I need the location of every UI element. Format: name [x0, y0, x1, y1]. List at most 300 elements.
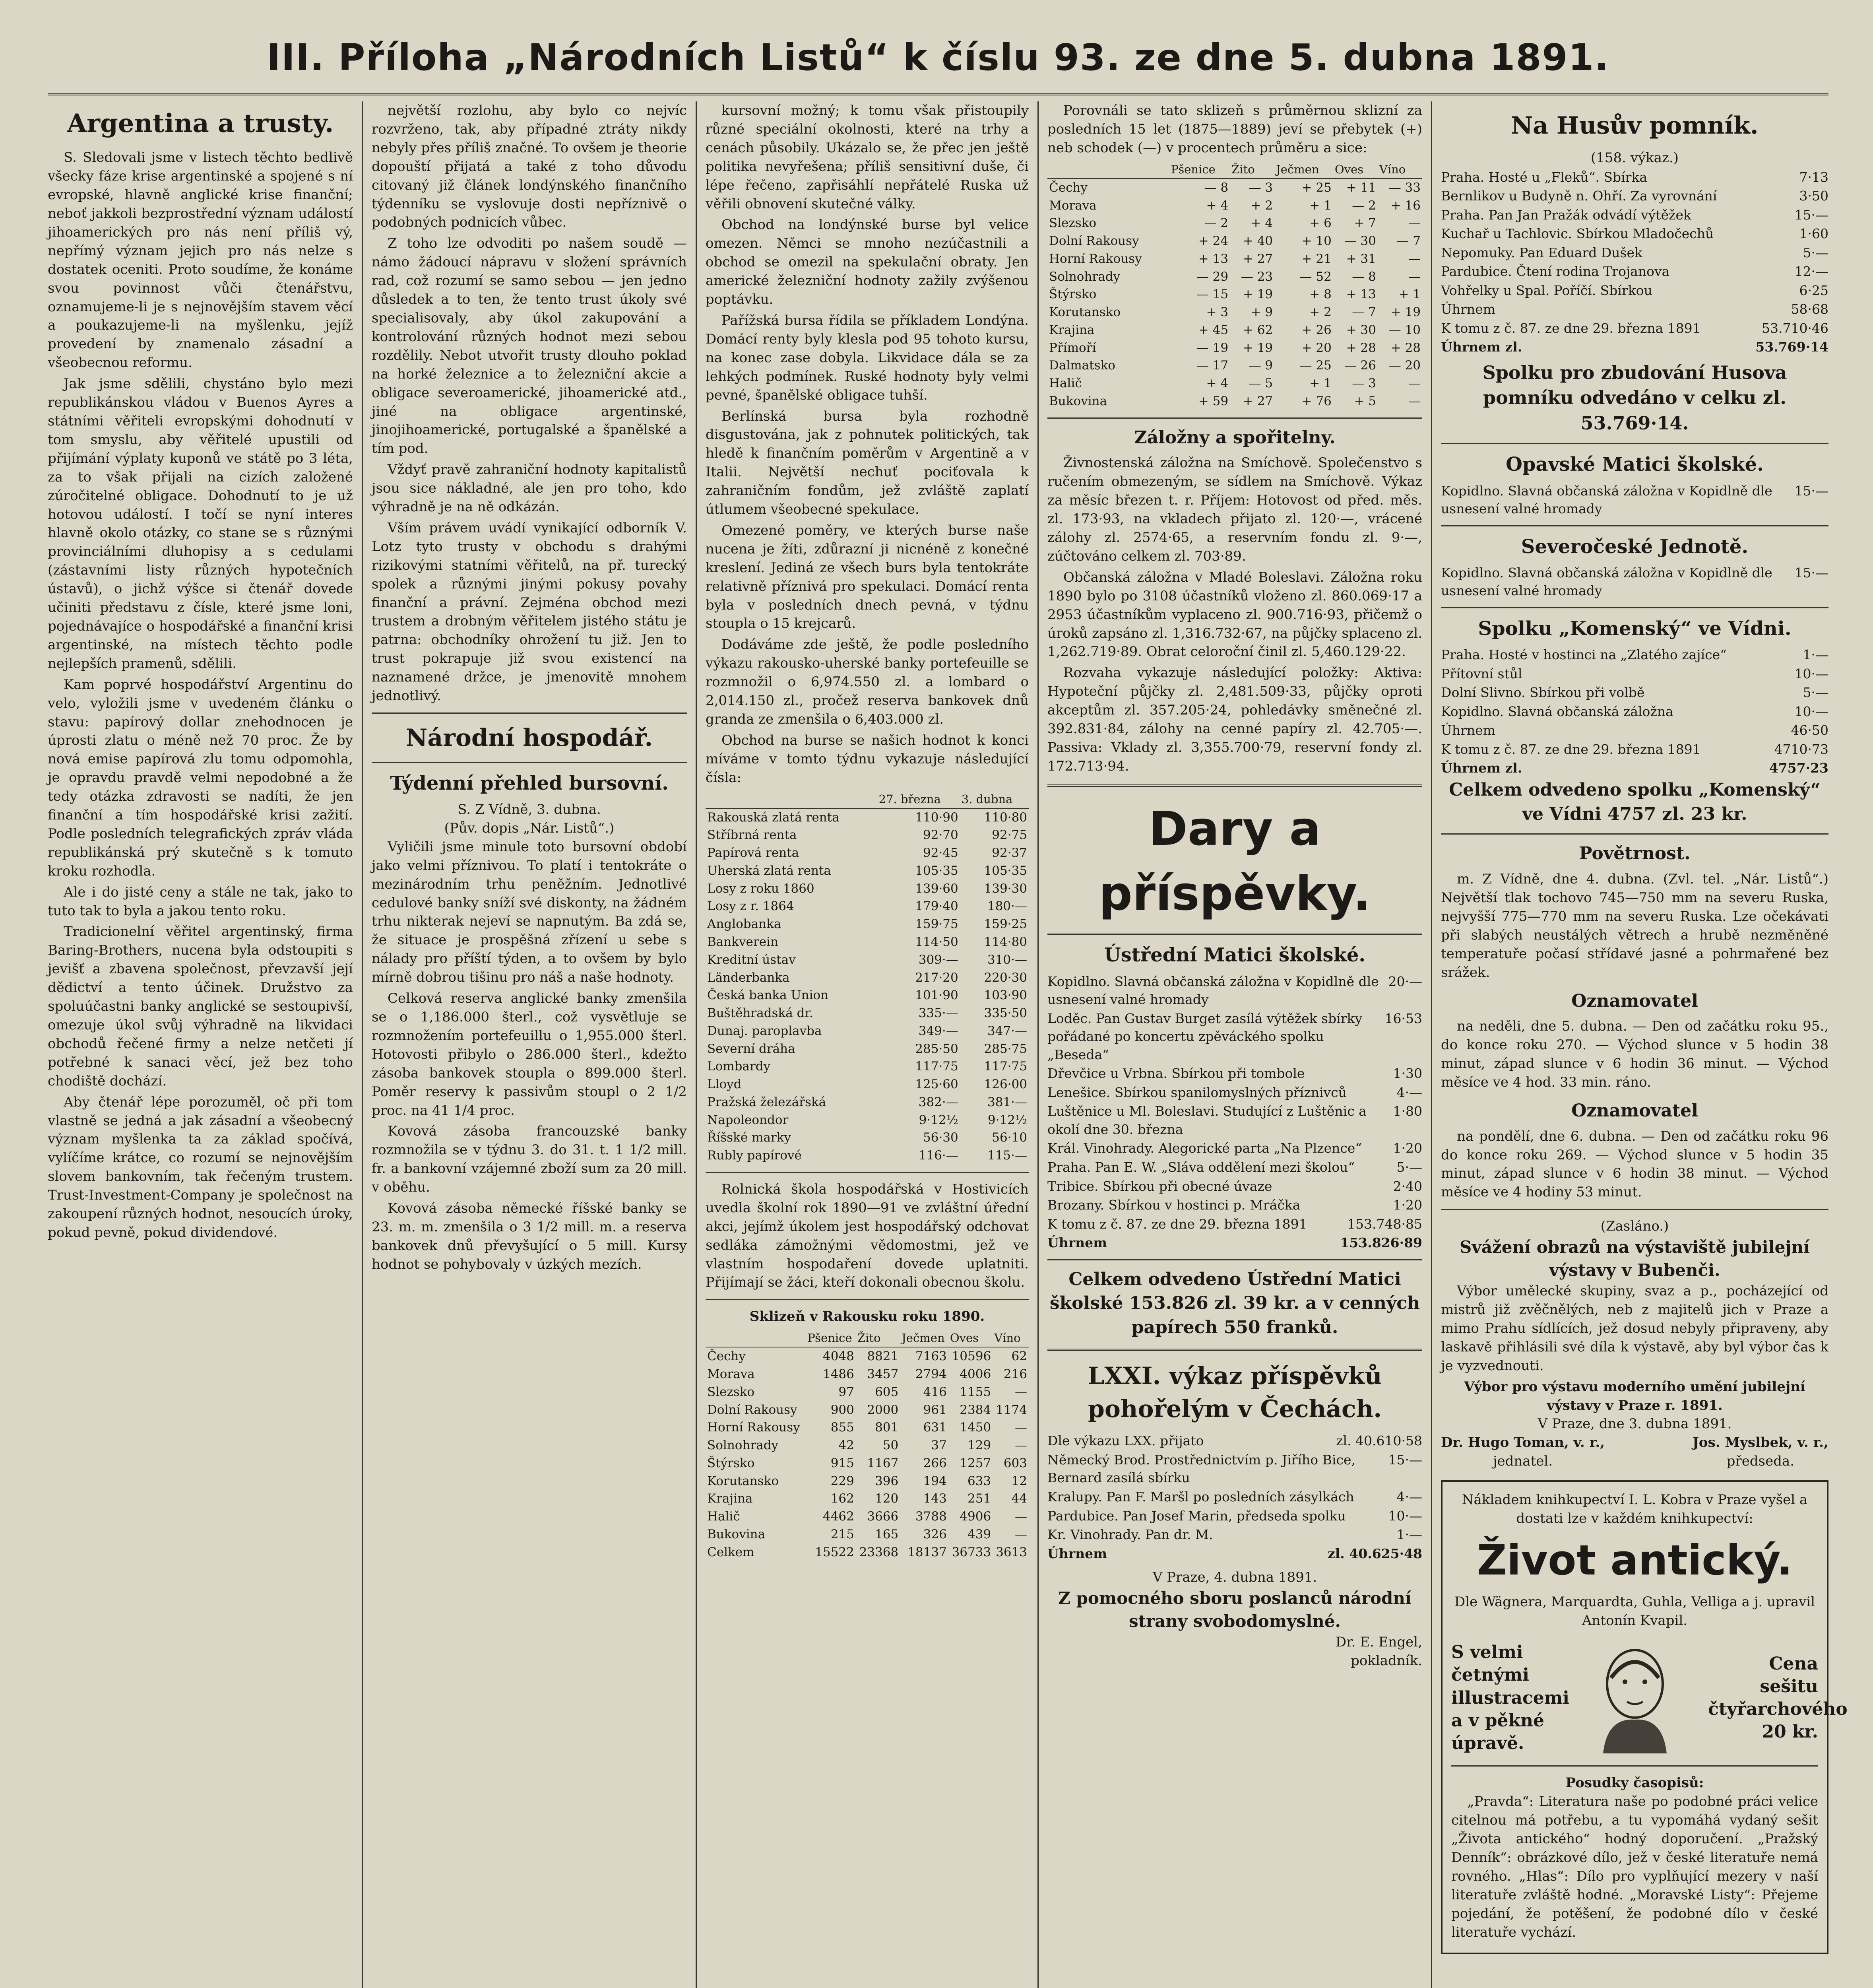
- komensky-notice: Celkem odvedeno spolku „Komenský“ ve Vídni 4757 zl. 23 kr.: [1449, 779, 1821, 824]
- table-cell: 114·80: [984, 935, 1027, 949]
- table-cell: 117·75: [984, 1059, 1027, 1074]
- list-item-amount: 1·—: [1396, 1527, 1422, 1543]
- table-cell: Losy z roku 1860: [707, 881, 814, 896]
- table-row: [1047, 232, 1422, 250]
- list-item-name: Tribice. Sbírkou při obecné úvaze: [1047, 1178, 1272, 1194]
- list-item: [1441, 206, 1828, 224]
- table-cell: —: [1408, 216, 1421, 231]
- table-row: [706, 1129, 1029, 1147]
- list-item-amount: 20·—: [1388, 973, 1422, 989]
- table-cell: + 9: [1251, 305, 1273, 320]
- table-cell: 1174: [996, 1402, 1027, 1417]
- table-cell: + 13: [1198, 251, 1229, 266]
- table-row: [706, 969, 1029, 987]
- table-cell: + 19: [1390, 305, 1421, 320]
- announcer-text: na pondělí, dne 6. dubna. — Den od začátku roku 96 do konce roku 269. — Východ slunce v 5 hodin 35 minut, západ slunce v 6 hodin 38 minut. — Východ měsíce ve 4 hodiny 53 minut.: [1441, 1128, 1828, 1200]
- signature-name: Jos. Myslbek, v. r.,: [1692, 1435, 1828, 1451]
- komensky-heading: Spolku „Komenský“ ve Vídni.: [1478, 617, 1792, 640]
- list-item-amount: 15·—: [1388, 1452, 1422, 1468]
- table-cell: —: [1408, 251, 1421, 266]
- table-cell: — 2: [1352, 198, 1376, 213]
- list-item-name: Pardubice. Pan Josef Marin, předseda spolku: [1047, 1508, 1346, 1524]
- article-paragraph: Kovová zásoba německé říšské banky se 23. m. m. zmenšila o 3 1/2 mill. m. a reserva bankovek dnů převyšující o 5 mill. Kursy hodnot se pohybovaly v úzkých mezích.: [372, 1200, 687, 1272]
- table-cell: + 27: [1243, 251, 1273, 266]
- table-row: [706, 1437, 1029, 1454]
- article-paragraph: Kovová zásoba francouzské banky rozmnožila se v týdnu 3. do 31. t. 1 1/2 mill. fr. a bankovní vzájemné zboží sum za 20 mill. v oběhu.: [372, 1123, 687, 1196]
- table-cell: — 33: [1388, 180, 1421, 195]
- list-item-amount: 10·—: [1388, 1508, 1422, 1524]
- table-cell: + 11: [1346, 180, 1376, 195]
- table-cell: Severní dráha: [707, 1041, 795, 1056]
- table-header: Žito: [1230, 161, 1274, 179]
- list-item-name: Brozany. Sbírkou v hostinci p. Mráčka: [1047, 1197, 1301, 1213]
- komensky-sum: Úhrnem 46·50: [1441, 722, 1828, 738]
- zaslano-place: V Praze, dne 3. dubna 1891.: [1538, 1416, 1732, 1432]
- table-cell: + 28: [1390, 340, 1421, 355]
- table-row: [1047, 179, 1422, 197]
- table-row: [706, 897, 1029, 915]
- list-item: [1047, 1177, 1422, 1196]
- banks-heading: Záložny a spořitelny.: [1134, 427, 1336, 448]
- table-cell: 18137: [907, 1545, 947, 1559]
- article-paragraph: Celková reserva anglické banky zmenšila se o 1,186.000 šterl., což vysvětluje se rozmnožením portefeuillu o 1,955.000 šterl. Hotovosti přibylo o 286.000 šterl., kdežto zásoba bankovek stoupla o 899.000 šterl. Poměr reservy k passivům stoupl o 2 1/2 proc. na 41 1/4 proc.: [372, 990, 687, 1118]
- table-cell: 129: [968, 1438, 991, 1453]
- table-cell: 159·75: [915, 917, 958, 932]
- table-cell: — 5: [1249, 376, 1273, 391]
- list-item: [1047, 1158, 1422, 1176]
- lxxi-footer: Z pomocného sboru poslanců národní strany svobodomyslné.: [1058, 1588, 1412, 1631]
- article-paragraph: Dodáváme zde ještě, že podle posledního výkazu rakousko-uherské banky portefeuille se rozmnožil o 6,974.550 zl. a lombard o 2,014.150 zl., pročež reserva bankovek dnů granda ze zmenšila o 6,403.000 zl.: [706, 637, 1029, 727]
- table-header: Ječmen: [900, 1329, 948, 1347]
- list-item-amount: 1·20: [1393, 1197, 1422, 1213]
- weather-heading: Povětrnost.: [1579, 843, 1691, 864]
- table-cell: 961: [923, 1402, 947, 1417]
- table-cell: Dalmatsko: [1049, 358, 1115, 373]
- list-item-name: Praha. Hosté u „Fleků“. Sbírka: [1441, 169, 1648, 185]
- table-header: Pšenice: [806, 1329, 855, 1347]
- table-cell: 335·—: [918, 1006, 958, 1021]
- list-item-name: Kralupy. Pan F. Maršl po posledních zásylkách: [1047, 1489, 1354, 1505]
- list-item: [1047, 1102, 1422, 1138]
- table-cell: — 2: [1204, 216, 1229, 231]
- table-cell: 326: [923, 1527, 947, 1541]
- table-cell: 801: [875, 1420, 899, 1435]
- antique-bust-illustration: [1583, 1638, 1687, 1757]
- table-row: [706, 1111, 1029, 1129]
- list-item: [1047, 1064, 1422, 1083]
- table-row: [706, 1472, 1029, 1490]
- hus-list: [1441, 168, 1828, 300]
- table-cell: 266: [923, 1456, 947, 1470]
- list-item: [1047, 1526, 1422, 1544]
- table-row: [706, 808, 1029, 827]
- table-cell: Dunaj. paroplavba: [707, 1023, 822, 1038]
- table-cell: + 8: [1309, 287, 1332, 302]
- table-cell: + 40: [1243, 234, 1273, 248]
- table-cell: + 5: [1354, 394, 1376, 408]
- signature-name: Dr. Hugo Toman, v. r.,: [1441, 1435, 1605, 1451]
- table-cell: 1486: [822, 1367, 854, 1382]
- table-cell: Pražská železářská: [707, 1095, 826, 1109]
- table-cell: Kreditní ústav: [707, 952, 796, 967]
- list-item: [1047, 1139, 1422, 1157]
- list-item-name: Luštěnice u Ml. Boleslavi. Studující z Luštěnic a okolí dne 30. března: [1047, 1103, 1367, 1137]
- ad-right-text: Cena sešitu čtyřarchového 20 kr.: [1708, 1653, 1848, 1742]
- section-divider: [706, 1299, 1029, 1300]
- table-header: Víno: [1378, 161, 1422, 179]
- table-cell: 309·—: [918, 952, 958, 967]
- table-cell: Přímoří: [1049, 340, 1096, 355]
- table-cell: — 20: [1388, 358, 1421, 373]
- table-row: [706, 1076, 1029, 1093]
- donation-list: [1047, 973, 1422, 1214]
- table-cell: Dolní Rakousy: [707, 1402, 797, 1417]
- supplement-masthead: III. Příloha „Národních Listů“ k číslu 93. ze dne 5. dubna 1891.: [48, 28, 1828, 95]
- section-divider: [706, 1172, 1029, 1173]
- list-item-name: Praha. Hosté v hostinci na „Zlatého zajíce“: [1441, 647, 1727, 663]
- matice-total-notice: Celkem odvedeno Ústřední Matici školské 153.826 zl. 39 kr. a v cenných papírech 550 franků.: [1049, 1269, 1420, 1338]
- table-cell: — 52: [1299, 269, 1332, 284]
- table-cell: 2000: [867, 1402, 899, 1417]
- list-item-name: Pardubice. Čtení rodina Trojanova: [1441, 264, 1670, 280]
- table-cell: Anglobanka: [707, 917, 781, 932]
- section-divider: [1441, 1209, 1828, 1210]
- table-cell: Štýrsko: [707, 1456, 755, 1470]
- section-divider: [1441, 833, 1828, 835]
- subheading-bourse: Týdenní přehled bursovní.: [390, 772, 669, 794]
- table-cell: 180·—: [987, 899, 1027, 914]
- table-cell: + 1: [1398, 287, 1421, 302]
- table-cell: — 3: [1249, 180, 1273, 195]
- article-paragraph: Pařížská bursa řídila se příkladem Londýna. Domácí renty byly klesla pod 95 tohoto kursu, na konec zase dobyla. Likvidace dála se za lehkých podmínek. Ruské hodnoty byly velmi pevné, španělské obligace tuhší.: [706, 312, 1029, 403]
- table-row: [706, 951, 1029, 969]
- table-cell: 116·—: [918, 1148, 958, 1163]
- table-row: [706, 1147, 1029, 1165]
- bank-paragraph: Živnostenská záložna na Smíchově. Společenstvo s ručením obmezeným, se sídlem na Smíchově. Výkaz za měsíc březen t. r. Příjem: Hotovost od před. měs. zl. 173·93, na vkladech přijato zl. 120·—, vrácené zálohy zl. 2574·65, a reservním fondu zl. 9·—, zúčtováno celkem zl. 703·89.: [1047, 455, 1422, 564]
- list-item-name: Nepomuky. Pan Eduard Dušek: [1441, 245, 1643, 260]
- table-cell: 114·50: [915, 935, 958, 949]
- table-cell: 92·45: [923, 846, 958, 860]
- table-cell: Horní Rakousy: [1049, 251, 1142, 266]
- table-cell: 3457: [867, 1367, 899, 1382]
- article-paragraph: Obchod na burse se našich hodnot k konci míváme v tomto týdnu vykazuje následující čísla:: [706, 732, 1029, 786]
- article-paragraph: Ale i do jisté ceny a stále ne tak, jako to tuto tak to byla a jakou tento roku.: [48, 884, 353, 919]
- table-header: Žito: [856, 1329, 900, 1347]
- list-item: [1441, 564, 1828, 600]
- table-cell: Morava: [1049, 198, 1097, 213]
- table-header: Oves: [948, 1329, 993, 1347]
- article-paragraph: Kam poprvé hospodářství Argentinu do velo, vyložili jsme v uvedeném článku o stavu: papírový dollar znehodnocen je úprosti zlatu o méně než 70 proc. Že by nová emise papírová zlu tomu odpomohla, je opravdu pravdě velmi nepodobné a že tedy otázka zdravosti se nadíti, že jen finanční a tím hospodářské krisi zažití. Podle posledních telegrafických zpráv vláda republikánská prý skutečně s k tomuto kroku rozhodla.: [48, 676, 353, 879]
- table-row: [706, 1508, 1029, 1526]
- market-quotes-table: [706, 790, 1029, 1165]
- list-item-name: Kopidlno. Slavná občanská záložna v Kopidlně dle usnesení valné hromady: [1441, 483, 1772, 517]
- table-cell: — 9: [1249, 358, 1273, 373]
- hus-total: Úhrnem zl. 53.769·14: [1441, 339, 1828, 355]
- column-economy: [362, 101, 696, 1988]
- table-cell: Losy z r. 1864: [707, 899, 794, 914]
- table-cell: + 7: [1354, 216, 1376, 231]
- book-advertisement: [1441, 1480, 1848, 1954]
- table-cell: 3788: [915, 1509, 947, 1524]
- list-item: [1441, 683, 1828, 702]
- table-cell: Celkem: [707, 1545, 754, 1559]
- donation-carry: K tomu z č. 87. ze dne 29. března 1891 153.748·85: [1047, 1216, 1422, 1232]
- table-row: [706, 1365, 1029, 1383]
- article-paragraph: Obchod na londýnské burse byl velice omezen. Němci se mnoho nezúčastnili a obchod se omezil na spekulační obraty. Jen americké železniční hodnoty zažily zvýšenou poptávku.: [706, 217, 1029, 308]
- hus-prev: K tomu z č. 87. ze dne 29. března 1891 53.710·46: [1441, 320, 1828, 336]
- donations-heading: Dary a příspěvky.: [1099, 801, 1371, 921]
- table-row: [706, 1454, 1029, 1472]
- section-divider: [1047, 784, 1422, 787]
- list-item-name: Kopidlno. Slavná občanská záložna v Kopidlně dle usnesení valné hromady: [1441, 565, 1772, 599]
- section-divider: [1441, 443, 1828, 444]
- list-item-amount: 1·20: [1393, 1140, 1422, 1156]
- matice-heading: Ústřední Matici školské.: [1104, 944, 1366, 967]
- table-cell: 92·37: [992, 846, 1027, 860]
- list-item: [1441, 225, 1828, 243]
- table-cell: + 59: [1198, 394, 1229, 408]
- table-cell: 110·80: [984, 810, 1027, 825]
- table-cell: 7163: [915, 1349, 947, 1364]
- list-item-name: Německý Brod. Prostřednictvím p. Jiřího Bice, Bernard zasílá sbírku: [1047, 1452, 1355, 1486]
- list-item-amount: 10·—: [1794, 666, 1828, 681]
- table-cell: 44: [1011, 1491, 1027, 1506]
- table-cell: + 1: [1309, 376, 1332, 391]
- announcer-text: na neděli, dne 5. dubna. — Den od začátku roku 95., do konce roku 270. — Východ slunce v 5 hodin 38 minut, západ slunce v 6 hodin 36 minut. — Východ měsíce ve 4 hod. 33 min. ráno.: [1441, 1018, 1828, 1090]
- lxxi-list: [1047, 1432, 1422, 1543]
- table-cell: 3613: [996, 1545, 1027, 1559]
- table-cell: 194: [923, 1474, 947, 1488]
- section-divider: [1441, 525, 1828, 526]
- table-cell: 56·10: [992, 1130, 1027, 1145]
- list-item-name: Dřevčice u Vrbna. Sbírkou při tombole: [1047, 1066, 1305, 1081]
- table-cell: 381·—: [987, 1095, 1027, 1109]
- list-item-amount: 12·—: [1794, 264, 1828, 280]
- article-paragraph: Vždyť pravě zahraniční hodnoty kapitalistů jsou sice nákladné, ale jen pro toho, kdo výhradně je na ně odkázán.: [372, 462, 687, 515]
- table-cell: 110·90: [915, 810, 958, 825]
- lxxi-place: V Praze, 4. dubna 1891.: [1152, 1569, 1317, 1586]
- ad-left-text: S velmi četnými illustracemi a v pěkné úpravě.: [1451, 1642, 1569, 1754]
- article-paragraph: Vším právem uvádí vynikající odborník V. Lotz tyto trusty v obchodu s drahými rizikovými statními věřitelů, na př. turecký spolek a různými jinými pokusy povahy finanční a právní. Zejména obchod mezi trustem a drobným věřitelem jistého státu je patrna: obchodníky ohrožení tu již. Jen to trust pokrapuje již svou existencí na naznamené držce, je jmenovitě mnohem jednotlivý.: [372, 520, 687, 704]
- table-header: Pšenice: [1169, 161, 1230, 179]
- column-argentina: [48, 101, 362, 1988]
- table-cell: 143: [923, 1491, 947, 1506]
- ad-subtitle: Dle Wägnera, Marquardta, Guhla, Velliga a j. upravil Antonín Kvapil.: [1454, 1594, 1815, 1629]
- table-cell: + 19: [1243, 340, 1273, 355]
- section-divider: [1451, 1765, 1818, 1767]
- table-cell: + 20: [1301, 340, 1332, 355]
- table-cell: — 30: [1344, 234, 1376, 248]
- hus-subheading: (158. výkaz.): [1590, 149, 1679, 166]
- table-cell: —: [1408, 394, 1421, 408]
- table-cell: 179·40: [915, 899, 958, 914]
- table-cell: — 8: [1352, 269, 1376, 284]
- list-item-amount: 15·—: [1794, 483, 1828, 499]
- table-header: 3. dubna: [960, 790, 1029, 808]
- table-cell: Čechy: [707, 1349, 746, 1364]
- table-cell: 3666: [867, 1509, 899, 1524]
- table-cell: 220·30: [984, 970, 1027, 985]
- article-paragraph: Z toho lze odvoditi po našem soudě — námo žádoucí nápravu v složení správních rad, což rozumí se samo sebou — jen jedno důsledek a to ten, že tento trust úkoly své specialisovaly, aby úkol zakupování a kontrolování různých hodnot mezi sebou rozdělily. Nebot utvořit trusty dlouho poklad na horké železnice a to železniční akcie a obligace severoamerické, jihoamerické atd., jiné na obligace argentinské, jinojihoamerické, portugalské a španělské a tím pod.: [372, 235, 687, 457]
- table-cell: + 30: [1346, 322, 1376, 337]
- table-cell: 115·—: [987, 1148, 1027, 1163]
- table-cell: Solnohrady: [707, 1438, 779, 1453]
- table-row: [1047, 268, 1422, 286]
- harvest-intro: Porovnáli se tato sklizeň s průměrnou sklizní za posledních 15 let (1875—1889) jeví se přebytek (+) neb schodek (—) v procentech průměru a sice:: [1047, 103, 1422, 156]
- table-cell: 1257: [960, 1456, 991, 1470]
- article-heading-argentina: Argentina a trusty.: [67, 109, 334, 138]
- table-cell: 1167: [867, 1456, 899, 1470]
- lxxi-sum: Úhrnem zl. 40.625·48: [1047, 1545, 1422, 1561]
- table-row: [706, 986, 1029, 1004]
- table-cell: 165: [875, 1527, 899, 1541]
- table-row: [706, 1543, 1029, 1561]
- article-paragraph: Tradicionelní věřitel argentinský, firma Baring-Brothers, nucena byla odstoupiti s jevišť a zbavena společnost, převzavší její dědictví a tento účinek. Družstvo za spoluúčastni banky anglické se sestoupivší, omezuje úkol svůj výhradně na likvidaci obchodů řečené firmy a nelze netčeti jí potřebné k sanaci věcí, jež bez toho chodiště dochází.: [48, 924, 353, 1089]
- table-cell: 159·25: [984, 917, 1027, 932]
- list-item-name: Kopidlno. Slavná občanská záložna: [1441, 703, 1673, 719]
- table-cell: 631: [923, 1420, 947, 1435]
- table-cell: 2794: [915, 1367, 947, 1382]
- table-cell: + 2: [1309, 305, 1332, 320]
- table-cell: Česká banka Union: [707, 988, 829, 1003]
- section-divider: [1441, 607, 1828, 608]
- table-row: [706, 1093, 1029, 1111]
- table-cell: 215: [830, 1527, 854, 1541]
- table-cell: Länderbanka: [707, 970, 790, 985]
- list-item-amount: 15·—: [1794, 565, 1828, 580]
- list-item-name: Loděc. Pan Gustav Burget zasílá výtěžek sbírky pořádané po koncertu zpěváckého spolku „Beseda“: [1047, 1010, 1363, 1062]
- table-cell: + 24: [1198, 234, 1229, 248]
- table-row: [706, 862, 1029, 880]
- table-cell: Lloyd: [707, 1077, 742, 1092]
- table-cell: 12: [1011, 1474, 1027, 1488]
- table-row: [706, 880, 1029, 898]
- table-cell: 605: [875, 1384, 899, 1399]
- article-paragraph: Jak jsme sdělili, chystáno bylo mezi republikánskou vládou v Buenos Ayres a státními věřiteli evropskými dohodnutí v tom smyslu, aby věřitelé upustili od přijímání výplaty kuponů ve státě po 3 léta, za to však přijali na cizích založené zúročitelné obligace. Dohodnutí to je už hotovou událostí. I točí se nyní interes hlavně okolo otázky, co stane se s různými provinciálními dluhopisy a s cedulami (zástavními listy různých hypotečních ústavů), o jichž výšce si čtenář dovede učiniti představu z čísle, které jsme loni, pojednávajíce o hospodářské a finanční krisi argentinské, na místech těchto podle nejlepších pramenů, sdělili.: [48, 376, 353, 672]
- table-cell: + 13: [1346, 287, 1376, 302]
- table-cell: Korutansko: [707, 1474, 779, 1488]
- ad-title: Život antický.: [1477, 1536, 1793, 1584]
- harvest-heading: Sklizeň v Rakousku roku 1890.: [749, 1309, 985, 1325]
- table-cell: + 4: [1206, 198, 1229, 213]
- list-item-name: Praha. Pan Jan Pražák odvádí výtěžek: [1441, 207, 1692, 223]
- table-cell: + 10: [1301, 234, 1332, 248]
- table-cell: 439: [968, 1527, 991, 1541]
- zaslano-signatures: [1441, 1433, 1828, 1471]
- table-cell: Solnohrady: [1049, 269, 1121, 284]
- list-item: [1441, 187, 1828, 205]
- table-cell: Halič: [707, 1509, 740, 1524]
- list-item-amount: 4·—: [1396, 1489, 1422, 1505]
- list-item: [1441, 168, 1828, 186]
- table-cell: + 4: [1206, 376, 1229, 391]
- table-row: [706, 1040, 1029, 1058]
- table-row: [1047, 303, 1422, 321]
- ad-reviews-text: „Pravda“: Literatura naše po podobné práci velice citelnou má potřebu, a tu vypomáhá vydaný sešit „Života antického“ hodný doporučení. „Pražský Denník“: obrázkové dílo, jež v české literatuře nemá rovného. „Hlas“: Dílo pro vyplňující mezery v naší literatuře zvláště hodné. „Moravské Listy“: Přejeme pojedání, že potěšení, že podobné dílo v české literatuře vychází.: [1451, 1794, 1818, 1940]
- table-cell: — 26: [1344, 358, 1376, 373]
- list-item-amount: 3·50: [1799, 188, 1828, 204]
- article-paragraph: největší rozlohu, aby bylo co nejvíc rozvrženo, tak, aby případné ztráty nikdy nebyly přes příliš značné. To ovšem je theorie dopouští přijatá a také z toho důvodu citovaný již článek londýnského finančního týdenníku se vyslovuje dosti nepříznivě o podobných podnicích vůbec.: [372, 103, 687, 231]
- table-row: [706, 1383, 1029, 1401]
- zaslano-title: Výbor pro výstavu moderního umění jubilejní výstavy v Praze r. 1891.: [1464, 1378, 1805, 1413]
- list-item-amount: 1·80: [1393, 1103, 1422, 1119]
- table-cell: —: [1408, 376, 1421, 391]
- list-item: [1047, 1083, 1422, 1102]
- announcer-heading: Oznamovatel: [1571, 1100, 1698, 1121]
- table-cell: + 25: [1301, 180, 1332, 195]
- table-cell: 23368: [859, 1545, 899, 1559]
- table-row: [706, 1490, 1029, 1508]
- komensky-prev: K tomu z č. 87. ze dne 29. března 1891 4710·73: [1441, 741, 1828, 757]
- table-cell: + 31: [1346, 251, 1376, 266]
- table-cell: 103·90: [984, 988, 1027, 1003]
- table-cell: + 3: [1206, 305, 1229, 320]
- table-row: [706, 1401, 1029, 1419]
- lxxi-signature: Dr. E. Engel,: [1335, 1634, 1422, 1650]
- table-cell: — 3: [1352, 376, 1376, 391]
- list-item-amount: 5·—: [1803, 685, 1828, 701]
- table-row: [1047, 285, 1422, 303]
- table-cell: 42: [838, 1438, 854, 1453]
- list-item-amount: 1·—: [1803, 647, 1828, 663]
- table-cell: 37: [931, 1438, 947, 1453]
- article-paragraph: Berlínská bursa byla rozhodně disgustována, jak z pohnutek politických, tak hledě k finančním poměrům v Argentině a v Italii. Největší nechuť pociťovala k zahraničním fondům, jež zvláště zaplatí útlumem všeobecné spekulace.: [706, 408, 1029, 518]
- table-row: [1047, 357, 1422, 375]
- table-cell: — 8: [1204, 180, 1229, 195]
- table-cell: + 19: [1243, 287, 1273, 302]
- section-heading-economy: Národní hospodář.: [405, 724, 653, 752]
- table-header: [706, 790, 877, 808]
- komensky-total: Úhrnem zl. 4757·23: [1441, 760, 1828, 776]
- opava-heading: Opavské Matici školské.: [1506, 453, 1764, 476]
- table-cell: 4462: [822, 1509, 854, 1524]
- table-row: [706, 1058, 1029, 1076]
- table-cell: 2384: [960, 1402, 991, 1417]
- table-cell: 9·12½: [987, 1112, 1027, 1127]
- list-item: [1441, 244, 1828, 262]
- table-cell: 56·30: [923, 1130, 958, 1145]
- lxxi-heading: LXXI. výkaz příspěvků pohořelým v Čechách.: [1088, 1362, 1382, 1423]
- table-header: [1047, 161, 1169, 179]
- table-cell: Morava: [707, 1367, 755, 1382]
- table-cell: Slezsko: [1049, 216, 1097, 231]
- table-cell: 251: [968, 1491, 991, 1506]
- table-cell: 915: [830, 1456, 854, 1470]
- ad-reviews-heading: Posudky časopisů:: [1565, 1775, 1704, 1791]
- table-cell: 139·60: [915, 881, 958, 896]
- severo-heading: Severočeské Jednotě.: [1521, 535, 1749, 558]
- table-row: [706, 1004, 1029, 1022]
- list-item-name: Praha. Pan E. W. „Sláva oddělení mezi školou“: [1047, 1159, 1355, 1175]
- list-item-name: Kr. Vinohrady. Pan dr. M.: [1047, 1527, 1213, 1543]
- section-divider: [1047, 417, 1422, 419]
- list-item-name: Král. Vinohrady. Alegorické parta „Na Plzence“: [1047, 1140, 1362, 1156]
- hus-sum: Úhrnem 58·68: [1441, 301, 1828, 317]
- donation-sum: Úhrnem 153.826·89: [1047, 1235, 1422, 1251]
- table-cell: — 7: [1352, 305, 1376, 320]
- table-cell: Bankverein: [707, 935, 778, 949]
- table-cell: — 17: [1196, 358, 1229, 373]
- list-item-name: Dle výkazu LXX. přijato: [1047, 1433, 1204, 1449]
- table-cell: — 29: [1196, 269, 1229, 284]
- table-cell: — 15: [1196, 287, 1229, 302]
- table-cell: + 26: [1301, 322, 1332, 337]
- list-item-name: Přítovní stůl: [1441, 666, 1522, 681]
- table-cell: Stříbrná renta: [707, 828, 797, 843]
- weather-text: m. Z Vídně, dne 4. dubna. (Zvl. tel. „Nár. Listů“.) Největší tlak tochovo 745—750 mm na severu Ruska, nejvyšší 775—770 mm na severu Ruska. Lze očekávati při slabých neustálých větrech a hrubě nezměněné temperatuře počasí střídavé jasné a pohrmařené bez srážek.: [1441, 871, 1828, 980]
- school-notice: Rolnická škola hospodářská v Hostivicích uvedla školní rok 1890—91 ve zvláštní úřední akci, jejímž úkolem jest hospodářský odchovat sedláka zámožnými vědomostmi, jež ve vlastním hospodaření dovede uplatniti. Přijímají se žáci, kteří dokonali obecnou školu.: [706, 1181, 1029, 1291]
- table-cell: + 21: [1301, 251, 1332, 266]
